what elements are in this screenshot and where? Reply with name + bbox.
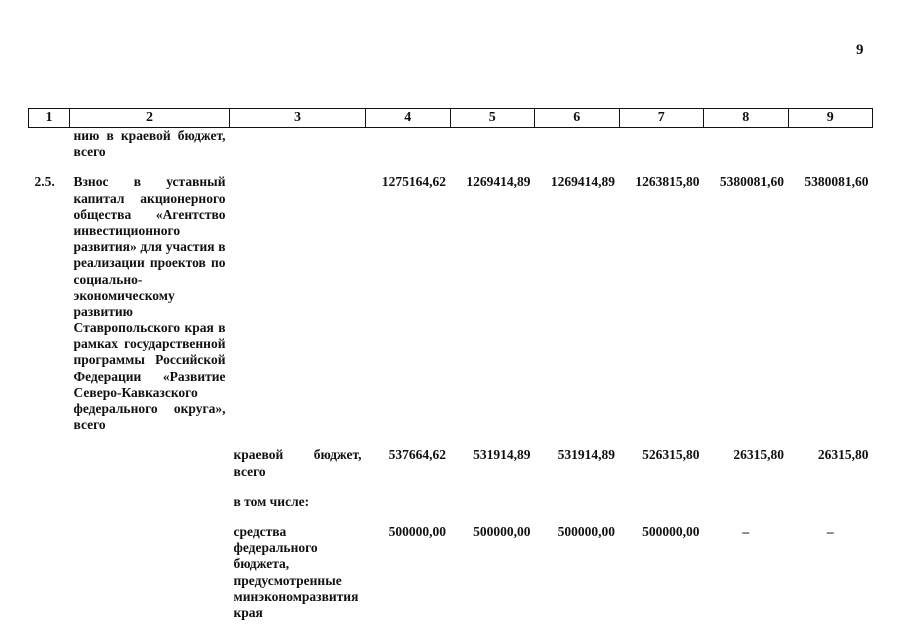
row-number: 2.5. <box>34 174 55 190</box>
row-value <box>535 128 620 161</box>
row-value: 526315,80 <box>642 447 700 463</box>
row-value <box>366 128 451 161</box>
header-cell: 5 <box>450 109 535 128</box>
row-value <box>788 128 873 161</box>
page-number: 9 <box>856 42 864 58</box>
row-name: Взнос в уставный капитал акционерного общества «Агентство инвестиционного развития» для участия в реализации проектов по социально-экономическому развитию Ставропольского края в рамках государственной программы Российской Федерации «Развитие Северо-Кавказского федерального округа», всего <box>73 174 226 433</box>
row-value: – <box>826 523 834 539</box>
row-name <box>70 447 230 479</box>
row-number <box>29 524 70 621</box>
row-value: 5380081,60 <box>719 174 784 190</box>
row-value <box>704 494 789 510</box>
header-cell: 1 <box>29 109 70 128</box>
row-value: 531914,89 <box>557 447 615 463</box>
budget-table <box>28 108 873 621</box>
row-value <box>366 494 451 510</box>
header-row <box>29 109 873 128</box>
row-value <box>619 494 704 510</box>
table-row <box>29 447 873 479</box>
table-row <box>29 174 873 433</box>
row-source: средства федерального бюджета, предусмотренные минэкономразвития края <box>233 523 359 620</box>
header-cell: 4 <box>366 109 451 128</box>
table-row <box>29 524 873 621</box>
row-source: в том числе: <box>233 493 310 509</box>
header-cell: 2 <box>70 109 230 128</box>
row-source <box>230 174 366 433</box>
row-value: 1263815,80 <box>635 174 700 190</box>
row-number <box>29 494 70 510</box>
row-value: 500000,00 <box>642 523 700 539</box>
row-number <box>29 447 70 479</box>
header-cell: 9 <box>788 109 873 128</box>
row-value: 500000,00 <box>388 523 446 539</box>
header-cell: 6 <box>535 109 620 128</box>
row-source <box>230 128 366 161</box>
row-source: краевой бюджет, всего <box>233 447 362 479</box>
row-value: 500000,00 <box>557 523 615 539</box>
table-row <box>29 128 873 161</box>
table-row <box>29 494 873 510</box>
row-value: 5380081,60 <box>804 174 869 190</box>
row-name <box>70 524 230 621</box>
row-number <box>29 128 70 161</box>
row-name <box>70 494 230 510</box>
row-value: 1269414,89 <box>550 174 615 190</box>
row-value <box>535 494 620 510</box>
row-value: 537664,62 <box>388 447 446 463</box>
row-value <box>450 494 535 510</box>
header-cell: 8 <box>704 109 789 128</box>
row-name: нию в краевой бюджет, всего <box>73 128 226 160</box>
row-value <box>788 494 873 510</box>
row-value: – <box>742 523 750 539</box>
row-value: 500000,00 <box>473 523 531 539</box>
row-value: 1269414,89 <box>466 174 531 190</box>
row-value: 1275164,62 <box>381 174 446 190</box>
row-value <box>450 128 535 161</box>
row-value: 26315,80 <box>817 447 869 463</box>
row-value: 531914,89 <box>473 447 531 463</box>
header-cell: 7 <box>619 109 704 128</box>
header-cell: 3 <box>230 109 366 128</box>
row-value <box>619 128 704 161</box>
row-value <box>704 128 789 161</box>
row-value: 26315,80 <box>733 447 784 463</box>
